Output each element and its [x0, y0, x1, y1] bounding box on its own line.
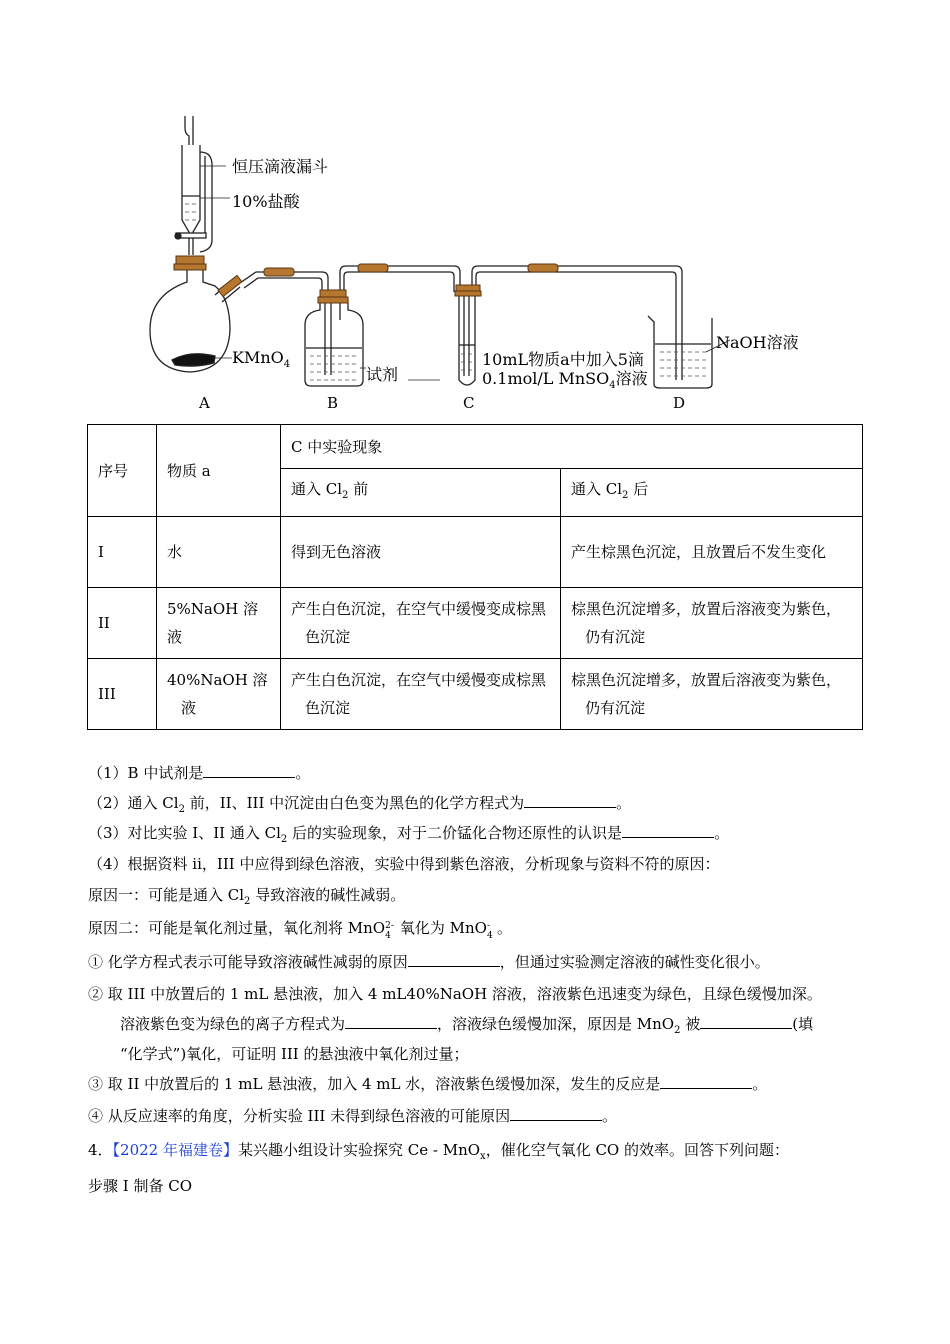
table-row — [88, 588, 863, 659]
question-next: 4．【2022 年福建卷】某兴趣小组设计实验探究 Ce - MnO$_x$，催化空气氧化 CO 的效率。回答下列问题： — [88, 1141, 789, 1162]
label-apparatus-b: B — [327, 394, 339, 412]
funnel-top-tube — [185, 116, 189, 145]
table-row — [88, 659, 863, 730]
sub-question-3: ③ 取 II 中放置后的 1 mL 悬浊液，加入 4 mL 水，溶液紫色缓慢加深，发生的反应是 。 — [88, 1075, 768, 1093]
label-funnel: 恒压滴液漏斗 — [232, 157, 329, 176]
header-after: 通入 $Cl_2$ 后 — [561, 469, 863, 517]
label-acid: 10%盐酸 — [232, 192, 300, 211]
answer-blank[interactable] — [622, 822, 714, 838]
kmno4-solid — [172, 354, 215, 366]
stopper-c — [456, 285, 480, 291]
header-no: 序号 — [88, 425, 157, 517]
bottle-b — [305, 300, 363, 386]
source-tag[interactable]: 【2022 年福建卷】 — [112, 1141, 238, 1159]
question-2: （2）通入 $Cl_2$ 前，II、III 中沉淀由白色变为黑色的化学方程式为 。 — [88, 794, 632, 815]
connector-3 — [528, 264, 558, 272]
label-c-line1: 10mL物质a中加入5滴 — [482, 350, 644, 369]
row-after: 棕黑色沉淀增多，放置后溶液变为紫色，仍有沉淀 — [561, 659, 863, 730]
row-before: 得到无色溶液 — [281, 517, 561, 588]
reason-2: 原因二：可能是氧化剂过量，氧化剂将 MnO 2- 4 氧化为 MnO - 4 。 — [88, 919, 512, 941]
row-substance: 40%NaOH 溶液 — [157, 659, 281, 730]
header-phenomenon: C 中实验现象 — [281, 425, 863, 469]
apparatus-diagram — [0, 0, 950, 420]
row-substance: 水 — [157, 517, 281, 588]
table-row — [88, 517, 863, 588]
row-substance: 5%NaOH 溶液 — [157, 588, 281, 659]
question-1: （1）B 中试剂是 。 — [88, 764, 311, 782]
answer-blank[interactable] — [408, 951, 500, 967]
label-c-line2: 0.1mol/L MnSO$_4$溶液 — [482, 369, 648, 392]
answer-blank[interactable] — [345, 1013, 437, 1029]
question-3: （3）对比实验 I、II 通入 $Cl_2$ 后的实验现象，对于二价锰化合物还原性的认识是 。 — [88, 824, 730, 845]
label-kmno4: KMnO$_4$ — [232, 348, 291, 371]
reason-1: 原因一：可能是通入 $Cl_2$ 导致溶液的碱性减弱。 — [88, 886, 406, 907]
answer-blank[interactable] — [510, 1105, 602, 1121]
sub-question-2-line3: “化学式”)氧化，可证明 III 的悬浊液中氧化剂过量； — [120, 1045, 469, 1063]
header-before: 通入 $Cl_2$ 前 — [281, 469, 561, 517]
row-no: III — [88, 659, 157, 730]
test-tube-c — [459, 292, 475, 385]
row-no: I — [88, 517, 157, 588]
step-heading: 步骤 I 制备 CO — [88, 1177, 193, 1195]
row-no: II — [88, 588, 157, 659]
row-before: 产生白色沉淀，在空气中缓慢变成棕黑色沉淀 — [281, 659, 561, 730]
sub-question-2-line2: 溶液紫色变为绿色的离子方程式为 ，溶液绿色缓慢加深，原因是 MnO$_2$ 被 (填 — [120, 1015, 814, 1036]
label-apparatus-a: A — [199, 394, 210, 412]
answer-blank[interactable] — [660, 1073, 752, 1089]
header-substance: 物质 a — [157, 425, 281, 517]
row-after: 产生棕黑色沉淀，且放置后不发生变化 — [561, 517, 863, 588]
label-apparatus-c: C — [463, 394, 475, 412]
label-apparatus-d: D — [673, 394, 686, 412]
row-after: 棕黑色沉淀增多，放置后溶液变为紫色，仍有沉淀 — [561, 588, 863, 659]
sub-question-2: ② 取 III 中放置后的 1 mL 悬浊液，加入 4 mL40%NaOH 溶液，溶液紫色迅速变为绿色，且绿色缓慢加深。 — [88, 985, 822, 1003]
answer-blank[interactable] — [700, 1013, 792, 1029]
label-naoh: NaOH溶液 — [716, 333, 799, 352]
answer-blank[interactable] — [524, 792, 616, 808]
label-reagent: 试剂 — [366, 365, 399, 384]
stopper-side — [218, 275, 242, 296]
answer-blank[interactable] — [203, 762, 295, 778]
sub-question-1: ① 化学方程式表示可能导致溶液碱性减弱的原因 ，但通过实验测定溶液的碱性变化很小。 — [88, 953, 770, 971]
question-4: （4）根据资料 ii，III 中应得到绿色溶液，实验中得到紫色溶液，分析现象与资料不符的原因： — [88, 855, 720, 873]
stopper-b — [320, 290, 346, 297]
row-before: 产生白色沉淀，在空气中缓慢变成棕黑色沉淀 — [281, 588, 561, 659]
sub-question-4: ④ 从反应速率的角度，分析实验 III 未得到绿色溶液的可能原因 。 — [88, 1107, 618, 1125]
experiment-table — [87, 424, 863, 730]
stopper-a — [176, 256, 204, 264]
connector-2 — [358, 264, 388, 272]
connector-1 — [264, 268, 294, 276]
